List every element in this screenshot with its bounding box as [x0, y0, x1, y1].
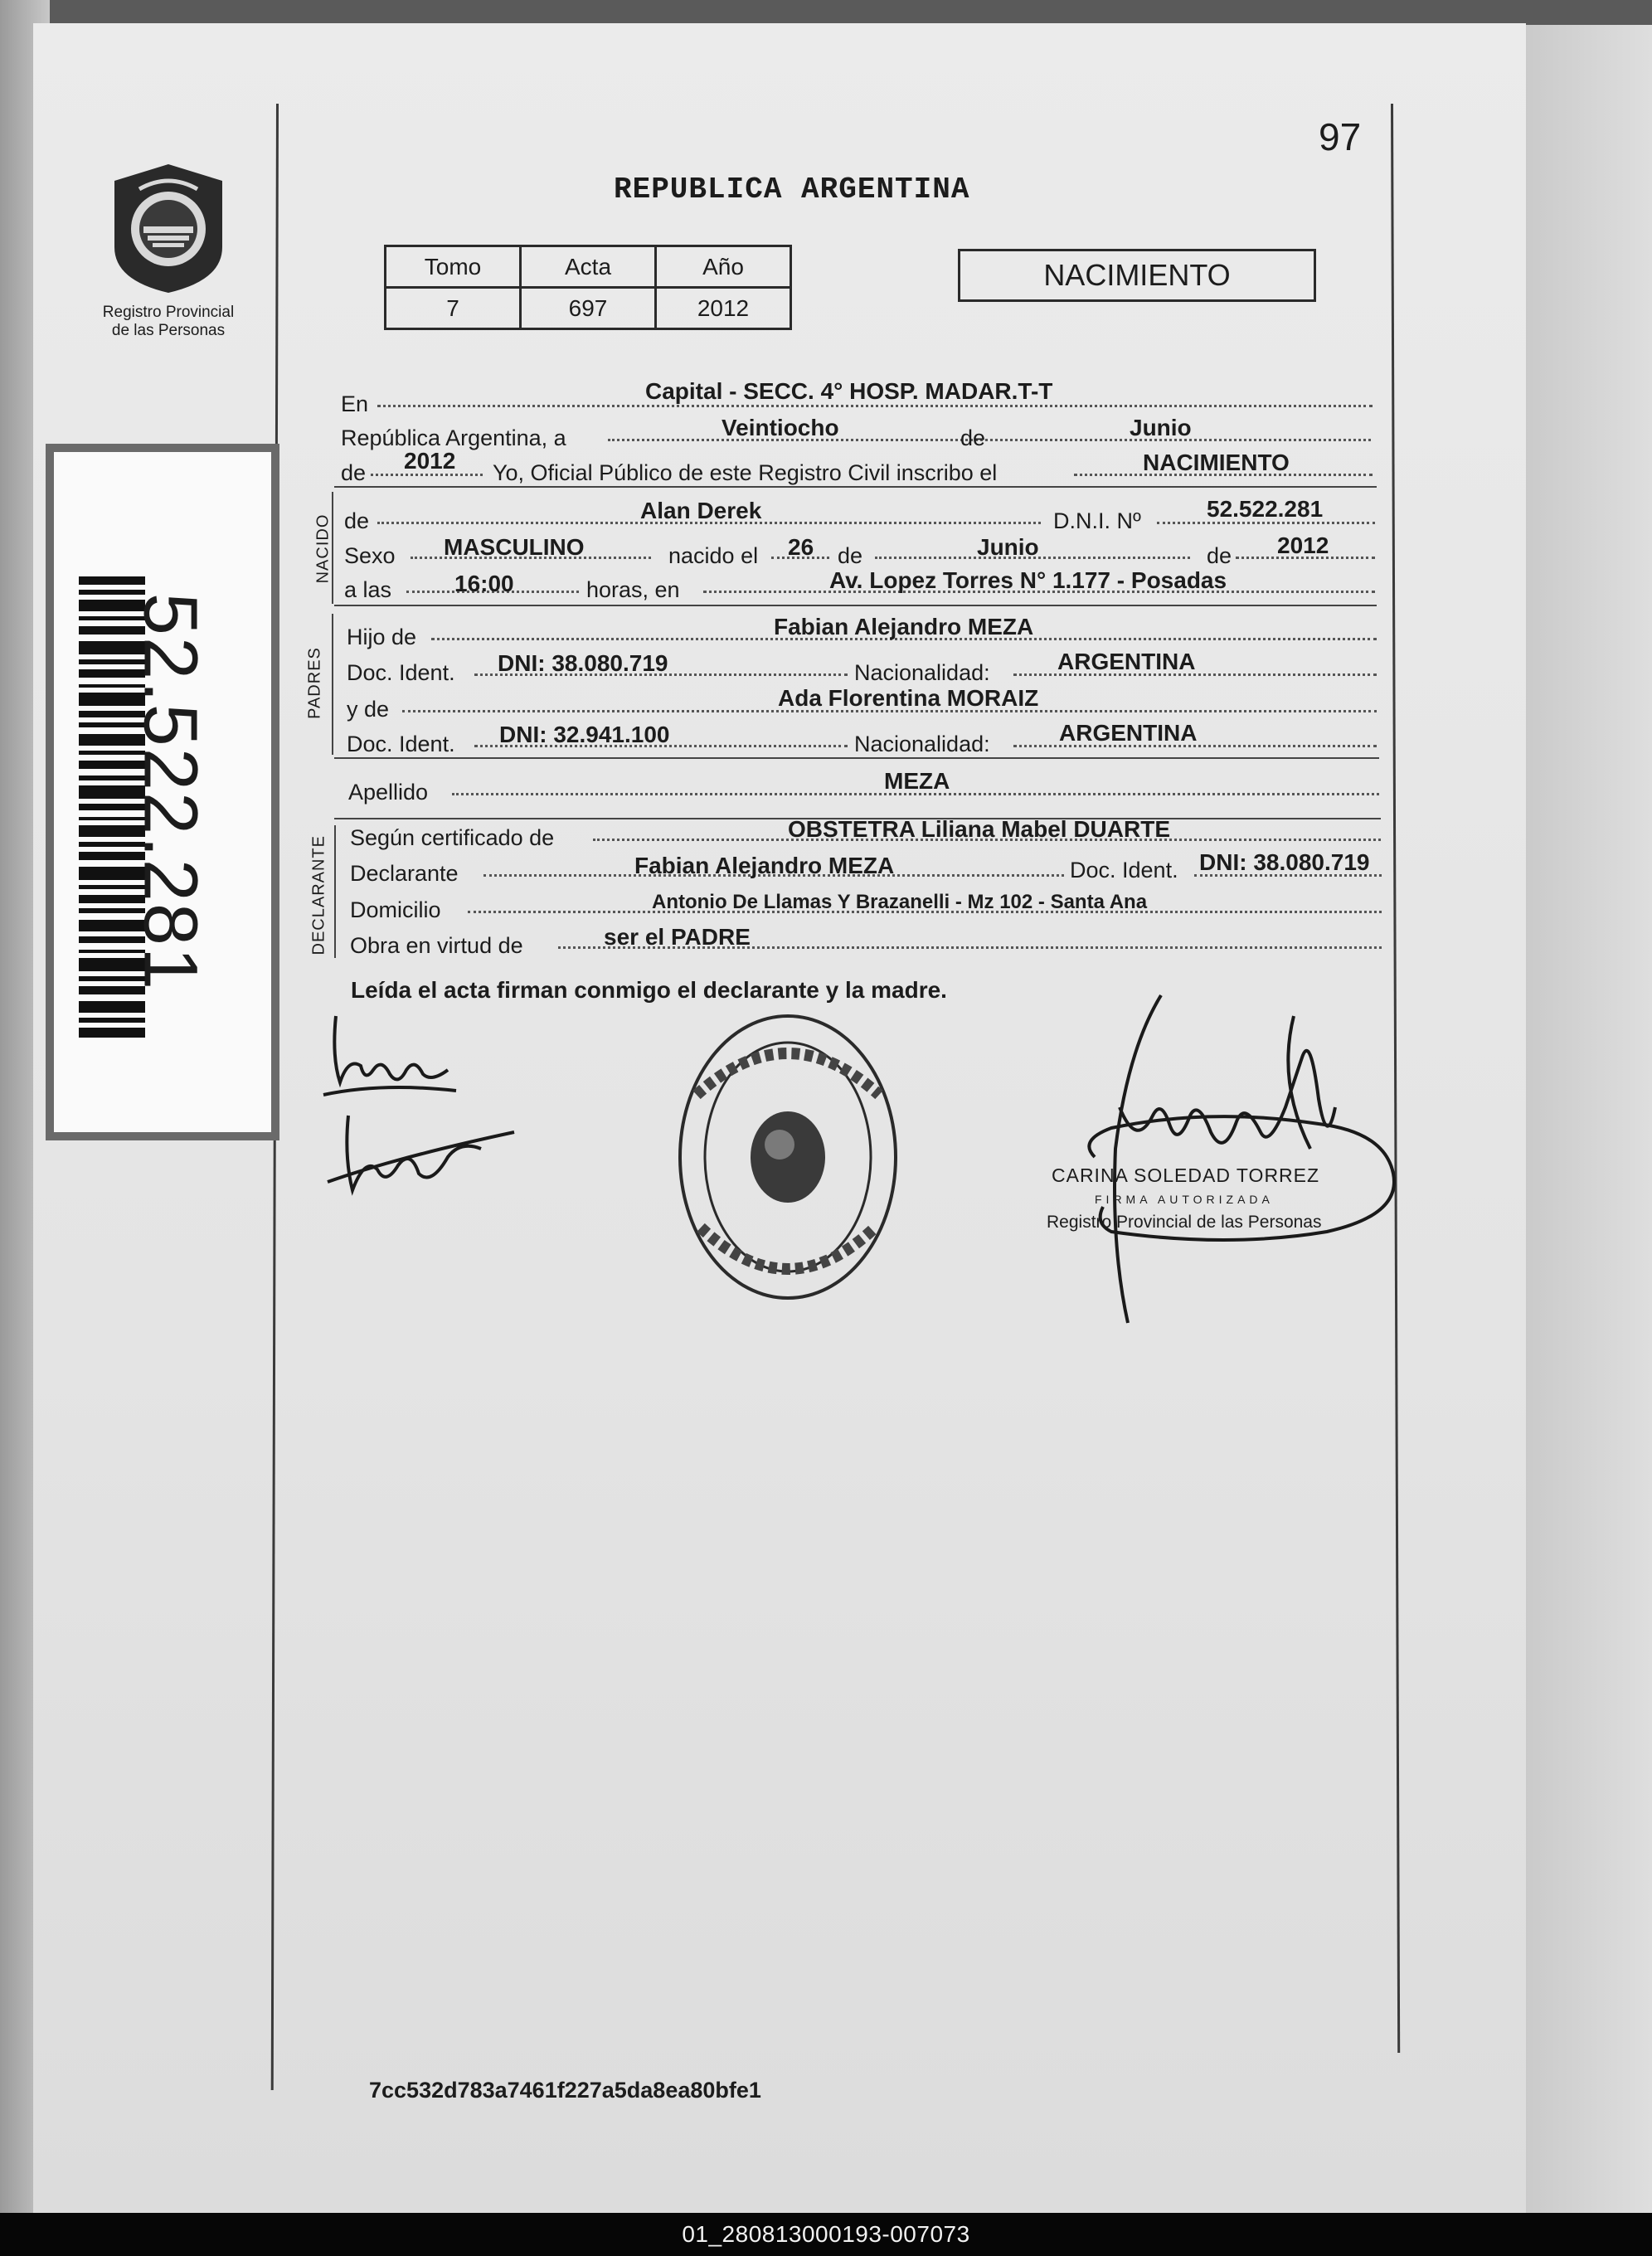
value-tomo: 7: [386, 288, 521, 329]
declarante-label: Declarante: [350, 861, 459, 886]
declarante-value: Fabian Alejandro MEZA: [634, 853, 895, 878]
declarante-section-label: DECLARANTE: [309, 835, 328, 955]
birth-time: 16:00: [454, 571, 514, 596]
nacido-de-label: de: [344, 508, 370, 533]
republica-label: República Argentina, a: [341, 425, 566, 450]
record-table: [384, 245, 792, 330]
record-table-header: [386, 246, 791, 288]
provincial-seal-icon: [98, 156, 239, 297]
record-table-values: [386, 288, 791, 329]
father-nac-label: Nacionalidad:: [854, 660, 990, 685]
declarante-doc-label: Doc. Ident.: [1070, 858, 1178, 882]
y-de-label: y de: [347, 697, 390, 722]
record-type-box: NACIMIENTO: [958, 249, 1316, 302]
father-doc: DNI: 38.080.719: [498, 650, 668, 676]
en-label: En: [341, 391, 369, 416]
horas-label: horas, en: [586, 577, 680, 602]
yo-text: Yo, Oficial Público de este Registro Civil inscribo el: [493, 460, 998, 485]
de2-label: de: [341, 460, 367, 485]
year-value: 2012: [404, 448, 456, 474]
padres-section-label: PADRES: [305, 647, 324, 719]
father-name: Fabian Alejandro MEZA: [774, 614, 1034, 639]
parent-signatures-icon: [315, 991, 522, 1207]
declarante-doc: DNI: 38.080.719: [1199, 849, 1370, 875]
mother-name: Ada Florentina MORAIZ: [778, 685, 1039, 711]
mother-nac-label: Nacionalidad:: [854, 732, 990, 756]
header-ano: Año: [656, 246, 791, 288]
nacido-el-label: nacido el: [668, 543, 759, 568]
padres-bracket: [332, 614, 333, 755]
hijo-de-label: Hijo de: [347, 625, 417, 649]
seal-caption-line2: de las Personas: [111, 322, 226, 339]
seal-caption-line1: Registro Provincial: [102, 304, 235, 321]
divider-3: [334, 757, 1379, 759]
apellido-label: Apellido: [348, 780, 429, 805]
header-tomo: Tomo: [386, 246, 521, 288]
nacido-dni: 52.522.281: [1207, 496, 1324, 522]
page-number: 97: [1319, 115, 1362, 158]
nacido-de2-label: de: [838, 543, 863, 568]
document-title: REPUBLICA ARGENTINA: [614, 173, 970, 207]
divider-1: [334, 486, 1377, 488]
father-doc-label: Doc. Ident.: [347, 660, 455, 685]
father-nationality: ARGENTINA: [1057, 649, 1196, 674]
mother-doc: DNI: 32.941.100: [499, 722, 670, 747]
en-value: Capital - SECC. 4° HOSP. MADAR.T-T: [645, 378, 1053, 404]
barcode-sticker: [46, 444, 279, 1140]
nacido-section-label: NACIDO: [313, 513, 333, 584]
sexo-label: Sexo: [344, 543, 396, 568]
sexo-value: MASCULINO: [444, 534, 585, 560]
document-hash: 7cc532d783a7461f227a5da8ea80bfe1: [369, 2078, 761, 2103]
mother-doc-label: Doc. Ident.: [347, 732, 455, 756]
nacido-name: Alan Derek: [640, 498, 762, 523]
day-value: Veintiocho: [722, 415, 839, 440]
official-stamp-line2: FIRMA AUTORIZADA: [1095, 1193, 1274, 1206]
book-right-edge: [1518, 25, 1652, 2215]
header-acta: Acta: [521, 246, 656, 288]
closing-statement: Leída el acta firman conmigo el declarante y la madre.: [351, 977, 947, 1003]
obra-label: Obra en virtud de: [350, 933, 523, 958]
footer-id: 01_280813000193-007073: [682, 2221, 970, 2247]
inscribo-value: NACIMIENTO: [1143, 450, 1290, 475]
a-las-label: a las: [344, 577, 392, 602]
seal-caption: [81, 304, 255, 340]
value-ano: 2012: [656, 288, 791, 329]
de-label: de: [960, 425, 986, 450]
obra-value: ser el PADRE: [604, 924, 751, 950]
barcode-number: 52.522.281: [128, 592, 213, 992]
official-signature-icon: [1045, 983, 1410, 1331]
certificado-label: Según certificado de: [350, 825, 555, 850]
birth-year: 2012: [1277, 532, 1329, 558]
domicilio-label: Domicilio: [350, 897, 441, 922]
official-stamp-line3: Registro Provincial de las Personas: [1047, 1213, 1322, 1232]
mother-nationality: ARGENTINA: [1059, 720, 1198, 746]
round-official-stamp-icon: [663, 995, 912, 1319]
month-value: Junio: [1130, 415, 1192, 440]
nacido-de3-label: de: [1207, 543, 1232, 568]
birth-month: Junio: [977, 534, 1039, 560]
official-stamp-name: CARINA SOLEDAD TORREZ: [1052, 1164, 1320, 1186]
certificado-value: OBSTETRA Liliana Mabel DUARTE: [788, 816, 1171, 842]
value-acta: 697: [521, 288, 656, 329]
declarante-doc-dots: [1194, 873, 1382, 877]
divider-2: [334, 605, 1377, 606]
declarante-bracket: [334, 825, 336, 958]
apellido-value: MEZA: [884, 768, 950, 794]
dni-label: D.N.I. Nº: [1053, 508, 1141, 533]
domicilio-value: Antonio De Llamas Y Brazanelli - Mz 102 - Santa Ana: [652, 891, 1148, 913]
birth-day: 26: [788, 534, 814, 560]
birth-place: Av. Lopez Torres N° 1.177 - Posadas: [829, 567, 1227, 593]
